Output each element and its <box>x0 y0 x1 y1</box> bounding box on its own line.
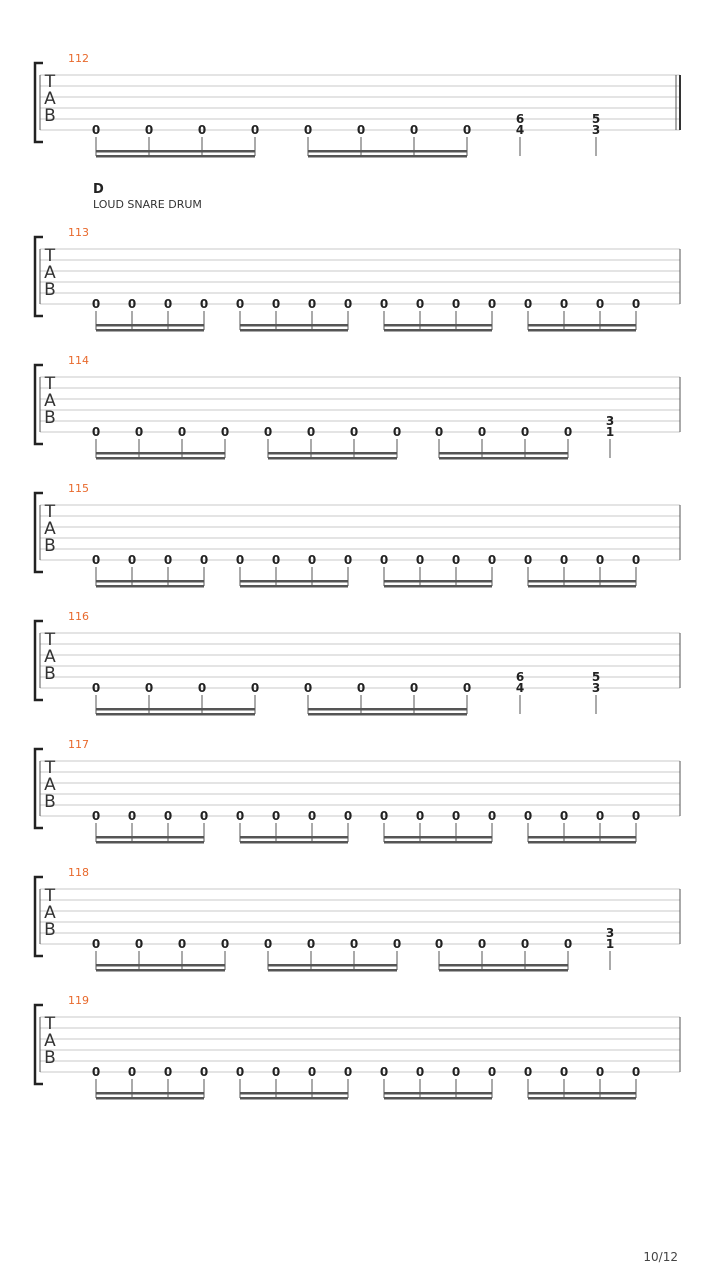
fret-number: 0 <box>220 425 230 439</box>
fret-number: 0 <box>477 937 487 951</box>
measure-number: 118 <box>68 866 89 879</box>
fret-number: 0 <box>163 1065 173 1079</box>
fret-number: 0 <box>392 425 402 439</box>
tab-clef-letter: B <box>44 1048 56 1068</box>
beam <box>240 329 348 332</box>
chord-fret-lower: 4 <box>515 681 525 695</box>
tab-clef-letter: B <box>44 280 56 300</box>
fret-number: 0 <box>415 809 425 823</box>
fret-number: 0 <box>343 1065 353 1079</box>
beam <box>384 1092 492 1095</box>
fret-number: 0 <box>520 937 530 951</box>
tab-clef-letter: T <box>44 886 56 906</box>
fret-number: 0 <box>263 937 273 951</box>
page-number: 10/12 <box>643 1250 678 1264</box>
beam <box>528 329 636 332</box>
chord-fret-lower: 3 <box>591 123 601 137</box>
beam <box>96 329 204 332</box>
fret-number: 0 <box>595 553 605 567</box>
fret-number: 0 <box>163 297 173 311</box>
beam <box>528 1097 636 1100</box>
fret-number: 0 <box>91 681 101 695</box>
fret-number: 0 <box>235 1065 245 1079</box>
measure-number: 116 <box>68 610 89 623</box>
fret-number: 0 <box>144 681 154 695</box>
fret-number: 0 <box>235 809 245 823</box>
fret-number: 0 <box>91 297 101 311</box>
fret-number: 0 <box>595 1065 605 1079</box>
beam <box>308 155 467 158</box>
chord-fret-upper: 6 <box>515 112 525 126</box>
fret-number: 0 <box>379 297 389 311</box>
measure-number: 119 <box>68 994 89 1007</box>
fret-number: 0 <box>177 937 187 951</box>
fret-number: 0 <box>559 809 569 823</box>
beam <box>96 324 204 327</box>
fret-number: 0 <box>523 297 533 311</box>
tab-clef-letter: A <box>44 89 56 109</box>
tab-system <box>35 52 680 158</box>
chord-fret-upper: 3 <box>605 414 615 428</box>
fret-number: 0 <box>127 553 137 567</box>
measure-number: 115 <box>68 482 89 495</box>
fret-number: 0 <box>197 123 207 137</box>
fret-number: 0 <box>415 297 425 311</box>
chord-fret-upper: 3 <box>605 926 615 940</box>
fret-number: 0 <box>451 553 461 567</box>
beam <box>268 969 397 972</box>
tab-clef-letter: A <box>44 519 56 539</box>
fret-number: 0 <box>379 553 389 567</box>
fret-number: 0 <box>520 425 530 439</box>
fret-number: 0 <box>451 297 461 311</box>
tab-clef-letter: T <box>44 758 56 778</box>
tab-clef-letter: B <box>44 920 56 940</box>
beam <box>308 150 467 153</box>
fret-number: 0 <box>379 1065 389 1079</box>
beam <box>240 580 348 583</box>
beam <box>240 836 348 839</box>
fret-number: 0 <box>235 297 245 311</box>
beam <box>384 836 492 839</box>
fret-number: 0 <box>250 681 260 695</box>
fret-number: 0 <box>127 1065 137 1079</box>
beam <box>308 708 467 711</box>
beam <box>528 836 636 839</box>
beam <box>384 1097 492 1100</box>
fret-number: 0 <box>631 809 641 823</box>
fret-number: 0 <box>392 937 402 951</box>
tab-system <box>35 610 680 716</box>
chord-fret-lower: 4 <box>515 123 525 137</box>
fret-number: 0 <box>306 425 316 439</box>
fret-number: 0 <box>307 1065 317 1079</box>
fret-number: 0 <box>631 297 641 311</box>
beam <box>268 452 397 455</box>
fret-number: 0 <box>271 809 281 823</box>
beam <box>528 580 636 583</box>
fret-number: 0 <box>409 681 419 695</box>
tab-clef-letter: B <box>44 536 56 556</box>
tab-clef-letter: A <box>44 263 56 283</box>
beam <box>439 452 568 455</box>
chord-fret-lower: 1 <box>605 425 615 439</box>
fret-number: 0 <box>451 1065 461 1079</box>
beam <box>96 836 204 839</box>
beam <box>96 1097 204 1100</box>
fret-number: 0 <box>631 1065 641 1079</box>
tab-system <box>35 866 680 972</box>
tab-clef-letter: A <box>44 775 56 795</box>
tab-clef-letter: T <box>44 502 56 522</box>
beam <box>384 585 492 588</box>
beam <box>528 585 636 588</box>
fret-number: 0 <box>177 425 187 439</box>
tab-clef-letter: B <box>44 408 56 428</box>
fret-number: 0 <box>563 425 573 439</box>
beam <box>439 964 568 967</box>
beam <box>96 713 255 716</box>
fret-number: 0 <box>559 297 569 311</box>
fret-number: 0 <box>477 425 487 439</box>
beam <box>439 457 568 460</box>
fret-number: 0 <box>263 425 273 439</box>
beam <box>96 452 225 455</box>
measure-number: 114 <box>68 354 89 367</box>
beam <box>96 964 225 967</box>
fret-number: 0 <box>559 553 569 567</box>
beam <box>96 457 225 460</box>
fret-number: 0 <box>349 937 359 951</box>
beam <box>528 324 636 327</box>
section-label: D <box>93 182 104 197</box>
fret-number: 0 <box>356 123 366 137</box>
fret-number: 0 <box>271 297 281 311</box>
measure-number: 112 <box>68 52 89 65</box>
fret-number: 0 <box>462 681 472 695</box>
fret-number: 0 <box>349 425 359 439</box>
beam <box>96 580 204 583</box>
beam <box>240 1097 348 1100</box>
tab-clef-letter: B <box>44 792 56 812</box>
tab-system <box>35 994 680 1100</box>
beam <box>96 1092 204 1095</box>
fret-number: 0 <box>415 553 425 567</box>
tab-system <box>35 354 680 460</box>
beam <box>308 713 467 716</box>
fret-number: 0 <box>303 123 313 137</box>
fret-number: 0 <box>127 297 137 311</box>
fret-number: 0 <box>199 809 209 823</box>
tab-clef-letter: A <box>44 391 56 411</box>
chord-fret-upper: 5 <box>591 112 601 126</box>
fret-number: 0 <box>199 1065 209 1079</box>
chord-fret-lower: 1 <box>605 937 615 951</box>
fret-number: 0 <box>91 1065 101 1079</box>
tab-clef-letter: A <box>44 647 56 667</box>
tab-clef-letter: T <box>44 630 56 650</box>
fret-number: 0 <box>487 553 497 567</box>
beam <box>384 580 492 583</box>
tab-clef-letter: T <box>44 246 56 266</box>
fret-number: 0 <box>199 297 209 311</box>
chord-fret-lower: 3 <box>591 681 601 695</box>
fret-number: 0 <box>250 123 260 137</box>
fret-number: 0 <box>91 123 101 137</box>
fret-number: 0 <box>91 425 101 439</box>
fret-number: 0 <box>434 425 444 439</box>
fret-number: 0 <box>271 553 281 567</box>
fret-number: 0 <box>271 1065 281 1079</box>
beam <box>528 1092 636 1095</box>
beam <box>268 457 397 460</box>
chord-fret-upper: 5 <box>591 670 601 684</box>
beam <box>96 150 255 153</box>
beam <box>528 841 636 844</box>
fret-number: 0 <box>163 553 173 567</box>
fret-number: 0 <box>307 297 317 311</box>
fret-number: 0 <box>523 1065 533 1079</box>
beam <box>384 324 492 327</box>
tab-system <box>35 482 680 588</box>
beam <box>240 841 348 844</box>
fret-number: 0 <box>127 809 137 823</box>
fret-number: 0 <box>303 681 313 695</box>
fret-number: 0 <box>487 297 497 311</box>
tab-clef-letter: A <box>44 903 56 923</box>
fret-number: 0 <box>343 553 353 567</box>
fret-number: 0 <box>487 1065 497 1079</box>
tab-system <box>35 226 680 332</box>
fret-number: 0 <box>144 123 154 137</box>
tab-clef-letter: T <box>44 72 56 92</box>
fret-number: 0 <box>91 553 101 567</box>
fret-number: 0 <box>199 553 209 567</box>
fret-number: 0 <box>487 809 497 823</box>
beam <box>96 585 204 588</box>
fret-number: 0 <box>409 123 419 137</box>
fret-number: 0 <box>220 937 230 951</box>
fret-number: 0 <box>415 1065 425 1079</box>
beam <box>96 708 255 711</box>
measure-number: 117 <box>68 738 89 751</box>
fret-number: 0 <box>134 937 144 951</box>
fret-number: 0 <box>235 553 245 567</box>
beam <box>268 964 397 967</box>
beam <box>384 329 492 332</box>
fret-number: 0 <box>306 937 316 951</box>
fret-number: 0 <box>523 809 533 823</box>
tab-clef-letter: T <box>44 374 56 394</box>
beam <box>240 324 348 327</box>
beam <box>240 585 348 588</box>
fret-number: 0 <box>343 809 353 823</box>
tab-clef-letter: B <box>44 106 56 126</box>
fret-number: 0 <box>379 809 389 823</box>
beam <box>384 841 492 844</box>
fret-number: 0 <box>559 1065 569 1079</box>
fret-number: 0 <box>595 297 605 311</box>
fret-number: 0 <box>434 937 444 951</box>
tab-clef-letter: T <box>44 1014 56 1034</box>
tab-clef-letter: A <box>44 1031 56 1051</box>
beam <box>96 841 204 844</box>
beam <box>240 1092 348 1095</box>
fret-number: 0 <box>631 553 641 567</box>
fret-number: 0 <box>343 297 353 311</box>
beam <box>96 155 255 158</box>
fret-number: 0 <box>523 553 533 567</box>
fret-number: 0 <box>462 123 472 137</box>
fret-number: 0 <box>563 937 573 951</box>
chord-fret-upper: 6 <box>515 670 525 684</box>
beam <box>439 969 568 972</box>
fret-number: 0 <box>356 681 366 695</box>
fret-number: 0 <box>595 809 605 823</box>
fret-number: 0 <box>451 809 461 823</box>
fret-number: 0 <box>91 937 101 951</box>
fret-number: 0 <box>307 553 317 567</box>
fret-number: 0 <box>134 425 144 439</box>
section-instruction: LOUD SNARE DRUM <box>93 198 202 211</box>
fret-number: 0 <box>307 809 317 823</box>
fret-number: 0 <box>197 681 207 695</box>
measure-number: 113 <box>68 226 89 239</box>
tab-clef-letter: B <box>44 664 56 684</box>
fret-number: 0 <box>91 809 101 823</box>
beam <box>96 969 225 972</box>
fret-number: 0 <box>163 809 173 823</box>
tab-system <box>35 738 680 844</box>
